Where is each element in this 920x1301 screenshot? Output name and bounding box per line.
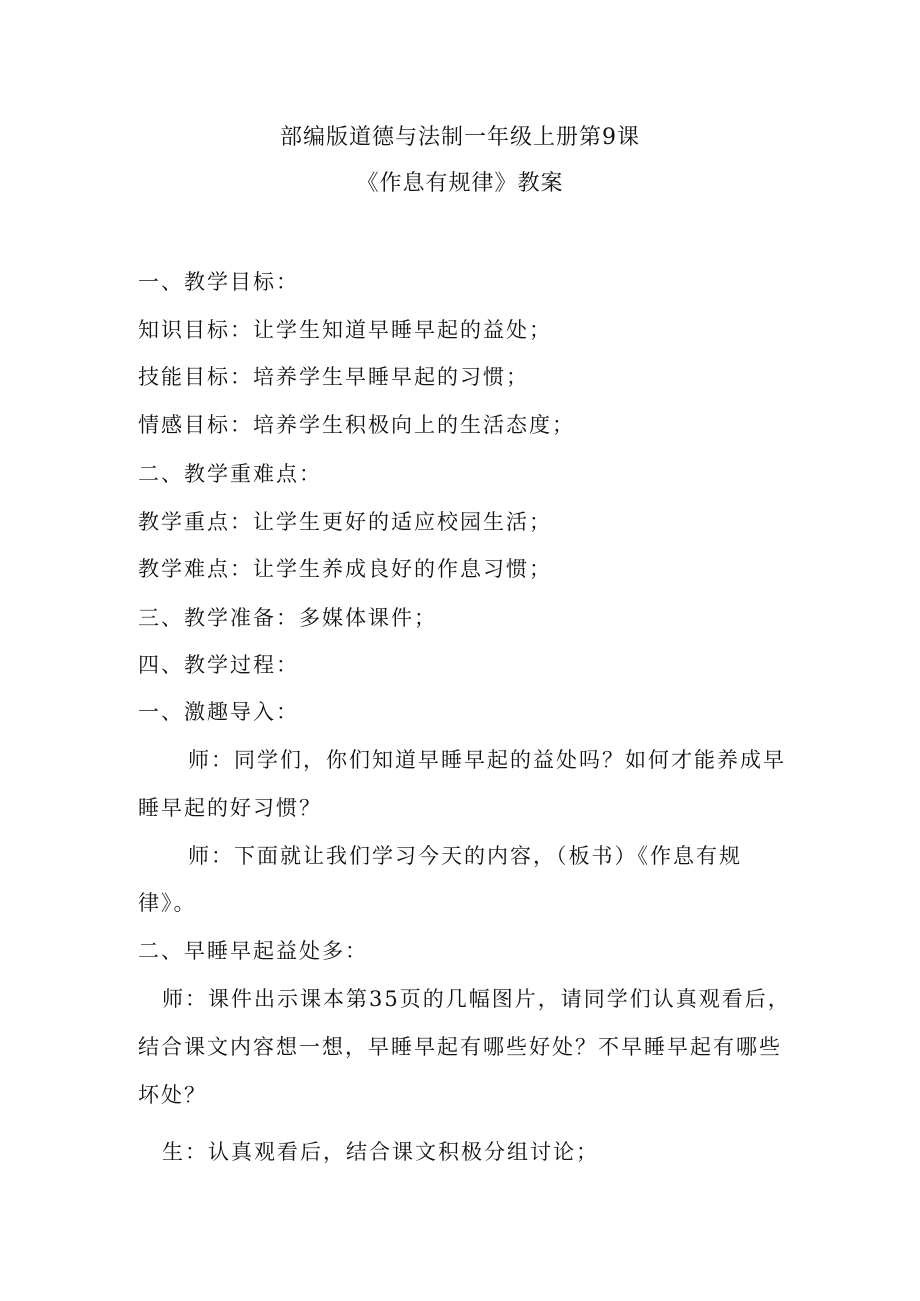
section-heading-preparation: 三、教学准备：多媒体课件； (138, 606, 437, 630)
paragraph-line: 知识目标：让学生知道早睡早起的益处； (138, 318, 552, 342)
section-heading-objectives: 一、教学目标： (138, 270, 299, 294)
subsection-heading: 二、早睡早起益处多： (138, 939, 368, 963)
paragraph-line: 结合课文内容想一想，早睡早起有哪些好处？不早睡早起有哪些 (138, 1035, 782, 1059)
document-title: 部编版道德与法制一年级上册第9课 (280, 125, 640, 150)
section-heading-key-points: 二、教学重难点： (138, 462, 322, 486)
document-subtitle: 《作息有规律》教案 (356, 171, 564, 196)
paragraph-line: 教学重点：让学生更好的适应校园生活； (138, 510, 552, 534)
paragraph-line: 师：同学们，你们知道早睡早起的益处吗？如何才能养成早 (188, 748, 786, 772)
paragraph-line: 律》。 (138, 891, 197, 915)
paragraph-line: 睡早起的好习惯？ (138, 796, 322, 820)
paragraph-line: 师：下面就让我们学习今天的内容，（板书）《作息有规 (188, 844, 742, 868)
paragraph-line: 技能目标：培养学生早睡早起的习惯； (138, 365, 529, 389)
paragraph-line: 生：认真观看后，结合课文积极分组讨论； (162, 1140, 599, 1164)
paragraph-line: 师：课件出示课本第35页的几幅图片，请同学们认真观看后， (162, 987, 791, 1011)
paragraph-line: 教学难点：让学生养成良好的作息习惯； (138, 557, 552, 581)
section-heading-process: 四、教学过程： (138, 653, 299, 677)
paragraph-line: 坏处？ (138, 1083, 207, 1107)
paragraph-line: 情感目标：培养学生积极向上的生活态度； (138, 413, 575, 437)
subsection-heading: 一、激趣导入： (138, 700, 299, 724)
